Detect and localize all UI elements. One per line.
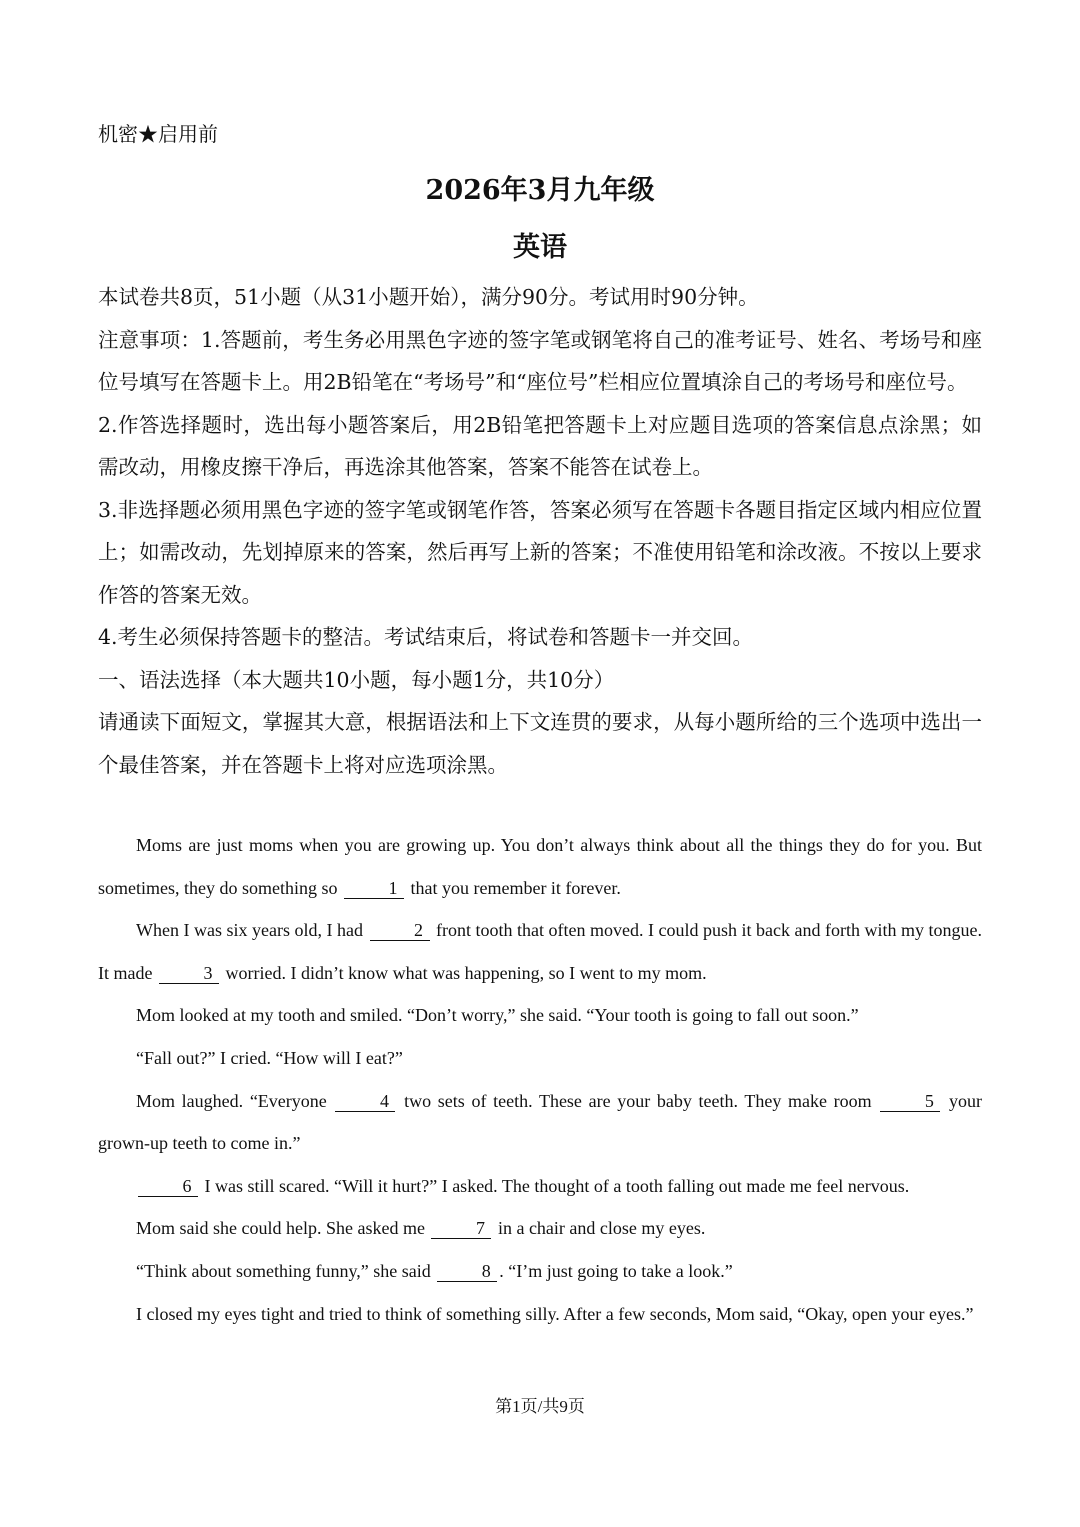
blank-7: 7 [431,1218,491,1239]
page-number: 第1页/共9页 [495,1397,585,1416]
passage-text: . “I’m just going to take a look.” [499,1260,733,1281]
passage-paragraph-1 [98,824,982,909]
passage-paragraph-9: I closed my eyes tight and tried to think of something silly. After a few seconds, Mom said, “Okay, open your eyes.” [136,1303,974,1324]
note-item-1 [98,319,982,404]
passage-text: Mom said she could help. She asked me [136,1218,425,1239]
passage-text: “Think about something funny,” she said [136,1260,431,1281]
passage-paragraph-8 [98,1250,982,1293]
section-heading: 一、语法选择（本大题共10小题，每小题1分，共10分） [98,667,615,692]
passage-text: two sets of teeth. These are your baby teeth. They make room [404,1090,872,1111]
passage-paragraph-6 [98,1165,982,1208]
note-text-1: 1.答题前，考生务必用黑色字迹的签字笔或钢笔将自己的准考证号、姓名、考场号和座位号填写在答题卡上。用2B铅笔在“考场号”和“座位号”栏相应位置填涂自己的考场号和座位号。 [98,327,983,394]
passage-text: When I was six years old, I had [136,920,363,941]
passage-paragraph-2 [98,909,982,994]
passage-text: I was still scared. “Will it hurt?” I asked. The thought of a tooth falling out made me feel nervous. [204,1175,910,1196]
blank-6: 6 [138,1176,198,1197]
blank-5: 5 [880,1091,940,1112]
blank-3: 3 [159,963,219,984]
note-item-2: 2.作答选择题时，选出每小题答案后，用2B铅笔把答题卡上对应题目选项的答案信息点涂黑；如需改动，用橡皮擦干净后，再选涂其他答案，答案不能答在试卷上。 [98,412,982,479]
reading-passage [98,824,982,1335]
passage-paragraph-4: “Fall out?” I cried. “How will I eat?” [136,1047,403,1068]
passage-text: that you remember it forever. [410,877,621,898]
passage-text: worried. I didn’t know what was happening, so I went to my mom. [225,962,707,983]
exam-intro: 本试卷共8页，51小题（从31小题开始），满分90分。考试用时90分钟。 [98,285,759,309]
note-item-4: 4.考生必须保持答题卡的整洁。考试结束后，将试卷和答题卡一并交回。 [98,625,754,649]
passage-paragraph-5 [98,1080,982,1165]
passage-paragraph-3: Mom looked at my tooth and smiled. “Don’t worry,” she said. “Your tooth is going to fall out soon.” [136,1005,859,1026]
blank-4: 4 [335,1091,395,1112]
confidential-label: 机密★启用前 [98,122,218,146]
passage-text: Moms are just moms when you are growing up. You don’t always think about all the things they do for you. But sometimes, they do something so [98,835,982,898]
passage-text: Mom laughed. “Everyone [136,1090,327,1111]
blank-2: 2 [370,920,430,941]
passage-paragraph-7 [98,1207,982,1250]
instructions-block [98,276,982,786]
passage-text: your grown-up teeth to come in.” [98,1090,983,1154]
note-item-3: 3.非选择题必须用黑色字迹的签字笔或钢笔作答，答案必须写在答题卡各题目指定区域内相应位置上；如需改动，先划掉原来的答案，然后再写上新的答案；不准使用铅笔和涂改液。不按以上要求作答的答案无效。 [98,497,982,607]
exam-title: 2026年3月九年级 [425,175,655,206]
section-instruction: 请通读下面短文，掌握其大意，根据语法和上下文连贯的要求，从每小题所给的三个选项中选出一个最佳答案，并在答题卡上将对应选项涂黑。 [98,710,982,777]
blank-1: 1 [344,878,404,899]
blank-8: 8 [437,1261,497,1282]
passage-text: front tooth that often moved. I could push it back and forth with my tongue. It made [98,920,983,983]
notes-label: 注意事项： [98,327,201,352]
subject-title: 英语 [513,232,567,263]
passage-text: in a chair and close my eyes. [497,1218,706,1239]
